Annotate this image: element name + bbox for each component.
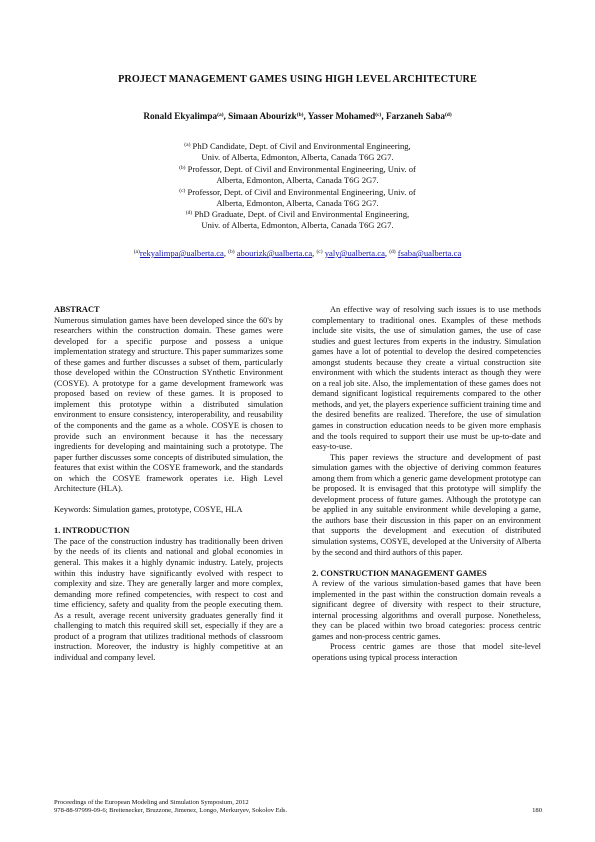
email-mark: (a) [133,249,140,255]
author-separator: , [223,111,229,121]
affiliation-mark: (a) [184,142,191,148]
affiliation-line: Alberta, Edmonton, Alberta, Canada T6G 2G7. [216,197,379,208]
body-paragraph: Process centric games are those that model site-level operations using typical process interaction [312,642,541,662]
author-mark: (a) [217,112,224,118]
footer-proceedings: Proceedings of the European Modeling and Simulation Symposium, 2012 [54,799,249,806]
affiliation [150,208,445,231]
author-name: Farzaneh Saba [385,111,445,121]
email-list: $^{(a)}$rekyalimpa@ualberta.ca, $^{(b)}$ abourizk@ualberta.ca, $^{(c)}$ yaly@ualberta.ca, $^{(d)}$ fsaba@ualberta.ca [133,248,462,258]
email-link[interactable]: rekyalimpa@ualberta.ca [139,248,224,258]
section-2-heading: 2. CONSTRUCTION MANAGEMENT GAMES [312,568,487,578]
affiliation-mark: (b) [179,164,186,171]
paper-title: PROJECT MANAGEMENT GAMES USING HIGH LEVEL ARCHITECTURE [118,74,477,85]
abstract-text: Numerous simulation games have been developed since the 60's by researchers within the construction domain. These games were developed for a specific purpose and possess a unique implementation strategy and structure. This paper summarizes some of these games and further discusses a subset of them, particularly those developed within the COnstruction SYnthetic Environment (COSYE). A prototype for a game development framework was proposed based on review of these games. It is proposed to implement this prototype within a distributed simulation environment to ensure consistency, interoperability, and reusability of the components and the game as a whole. COSYE is chosen to provide such an environment because it has the necessary ingredients for developing and maintaining such a prototype. The paper further discusses some concepts of distributed simulation, the features that exist within the COSYE framework, and the standards on which the COSYE framework operates i.e. High Level Architecture (HLA). [54,315,283,494]
page-number: 180 [532,807,542,815]
email-link[interactable]: fsaba@ualberta.ca [397,248,462,258]
footer-isbn: 978-88-97999-09-6; Breitenecker, Bruzzone, Jimenez, Longo, Merkuryev, Sokolov Eds. [54,807,288,815]
email-link[interactable]: yaly@ualberta.ca [324,248,385,258]
author-separator: , [303,111,308,121]
author-mark: (c) [375,112,382,118]
author-list [0,111,595,121]
author-name: Ronald Ekyalimpa [143,111,218,121]
body-paragraph: This paper reviews the structure and development of past simulation games with the objective of deriving common features among them from which a generic game development prototype can be proposed. It is envisaged that this prototype will simplify the development process of future games. Although the prototype can be applied in any suitable environment while developing a game, the authors base their discussion in this paper on an environment that supports the development and execution of distributed simulation systems, COSYE, developed at the University of Alberta by the second and third authors of this paper. [312,452,541,557]
author-mark: (b) [296,112,304,118]
email-link[interactable]: abourizk@ualberta.ca [236,248,313,258]
keywords: Keywords: Simulation games, prototype, COSYE, HLA [54,505,243,515]
section-1-text: The pace of the construction industry has traditionally been driven by the needs of its clients and national and global economies in general. This makes it a highly dynamic industry. Lately, projects within this industry have significantly evolved with respect to complexity and size. They are generally larger and more complex, demanding more refined competencies, with respect to cost and time efficiency, safety and quality from the people executing them. As a result, average recent university graduates generally find it challenging to match this required skill set, especially if they are a product of a program that utilizes traditional methods of classroom instruction. Moreover, the industry is highly competitive at an individual and company level. [54,536,283,662]
email-mark: (b) [228,249,235,255]
affiliation-line: Univ. of Alberta, Edmonton, Alberta, Canada T6G 2G7. [201,151,394,162]
affiliation-line: Professor, Dept. of Civil and Environmental Engineering, Univ. of [185,186,416,197]
author-mark: (d) [444,112,452,118]
body-paragraph: An effective way of resolving such issues is to use methods complementary to traditional ones. Examples of these methods include site visits, the use of simulation games, the use of case studies and guest lectures from experts in the industry. Simulation games have a lot of potential to develop the desired competencies amongst students because they create a virtual construction site environment with which the students interact as though they were on a real job site. Also, the implementation of these games does not demand significant logistical requirements compared to the other methods, and yet, the players experience sufficient training time and the desired benefits are realized. Therefore, the use of simulation games in construction education needs to be given more emphasis and the tools required to support their use must be up-to-date and easy-to-use. [312,305,541,452]
affiliation-line: Univ. of Alberta, Edmonton, Alberta, Canada T6G 2G7. [201,220,394,231]
affiliation [150,186,445,209]
right-column [312,305,541,664]
affiliation-line: PhD Graduate, Dept. of Civil and Environmental Engineering, [192,209,410,220]
author-name: Yasser Mohamed [307,111,376,121]
author-separator: , [381,111,386,121]
affiliation-mark: (d) [185,210,193,217]
email-mark: (c) [316,249,323,255]
author-name: Simaan Abourizk [228,111,297,121]
abstract-heading: ABSTRACT [54,305,100,314]
affiliation [150,163,445,186]
affiliation [150,140,445,163]
email-mark: (d) [389,249,396,255]
affiliation-line: Professor, Dept. of Civil and Environmental Engineering, Univ. of [185,163,416,174]
affiliation-line: Alberta, Edmonton, Alberta, Canada T6G 2G7. [216,174,379,185]
left-column [54,305,283,664]
affiliation-line: PhD Candidate, Dept. of Civil and Environmental Engineering, [190,141,411,151]
body-paragraph: A review of the various simulation-based games that have been implemented in the past within the construction domain reveals a significant degree of diversity with respect to their structure, internal processing algorithms and overall purpose. Nonetheless, they can be placed within two broad categories: process centric games and non-process centric games. [312,579,541,641]
affiliation-mark: (c) [179,187,186,194]
section-1-heading: 1. INTRODUCTION [54,526,130,536]
affiliation-block [150,140,445,231]
page-footer [54,799,542,816]
